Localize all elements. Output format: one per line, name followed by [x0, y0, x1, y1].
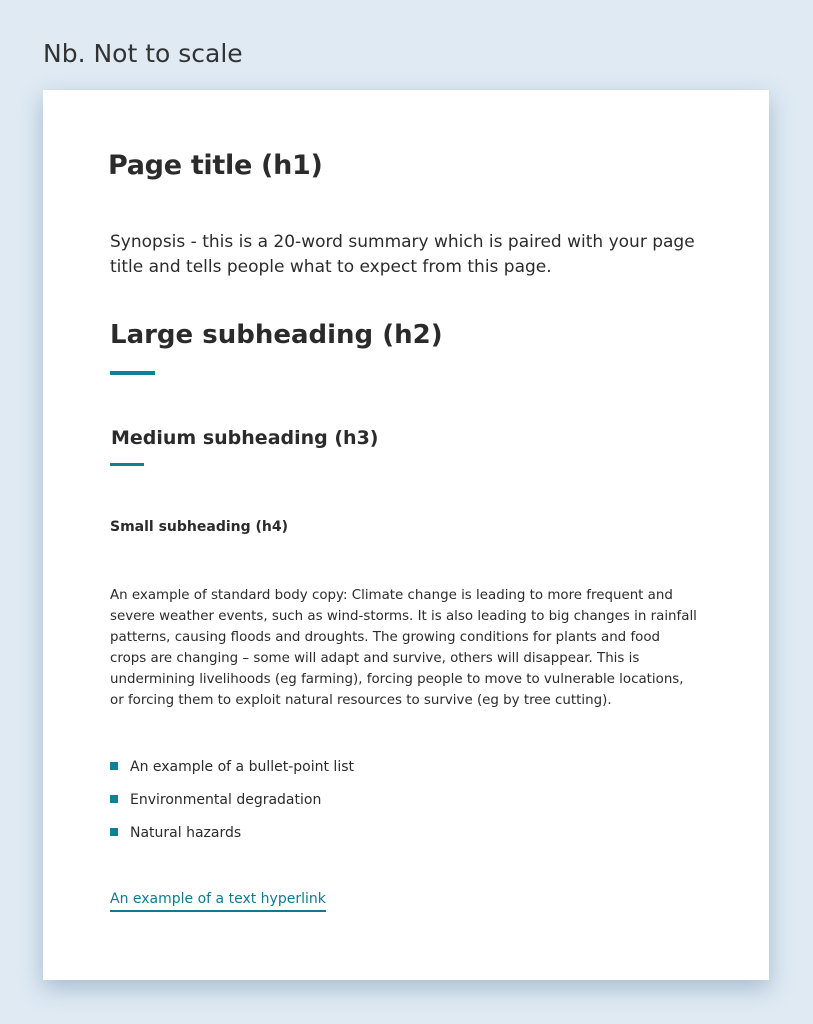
list-item-label: Natural hazards [130, 825, 242, 841]
synopsis: Synopsis - this is a 20-word summary which is paired with your page title and tells people what to expect from this page. [110, 232, 695, 277]
list-item [110, 822, 354, 855]
bullet-square-icon [110, 795, 118, 803]
list-item [110, 756, 354, 789]
scale-note: Nb. Not to scale [43, 39, 243, 68]
list-item [110, 789, 354, 822]
small-subheading: Small subheading (h4) [110, 519, 289, 535]
page-title: Page title (h1) [108, 150, 323, 181]
bullet-square-icon [110, 762, 118, 770]
body-copy: An example of standard body copy: Climate change is leading to more frequent and severe weather events, such as wind-storms. It is also leading to big changes in rainfall patterns, causing floods and droughts. The growing conditions for plants and food crops are changing – some will adapt and survive, others will disappear. This is undermining livelihoods (eg farming), forcing people to move to vulnerable locations, or forcing them to exploit natural resources to survive (eg by tree cutting). [110, 588, 697, 708]
page-card [43, 90, 769, 980]
large-subheading-underline [110, 371, 155, 375]
large-subheading: Large subheading (h2) [110, 320, 443, 350]
list-item-label: Environmental degradation [130, 792, 322, 808]
bullet-list [110, 756, 354, 855]
medium-subheading: Medium subheading (h3) [111, 427, 379, 449]
bullet-square-icon [110, 828, 118, 836]
list-item-label: An example of a bullet-point list [130, 759, 354, 775]
medium-subheading-underline [110, 463, 144, 466]
text-hyperlink[interactable]: An example of a text hyperlink [110, 889, 326, 912]
